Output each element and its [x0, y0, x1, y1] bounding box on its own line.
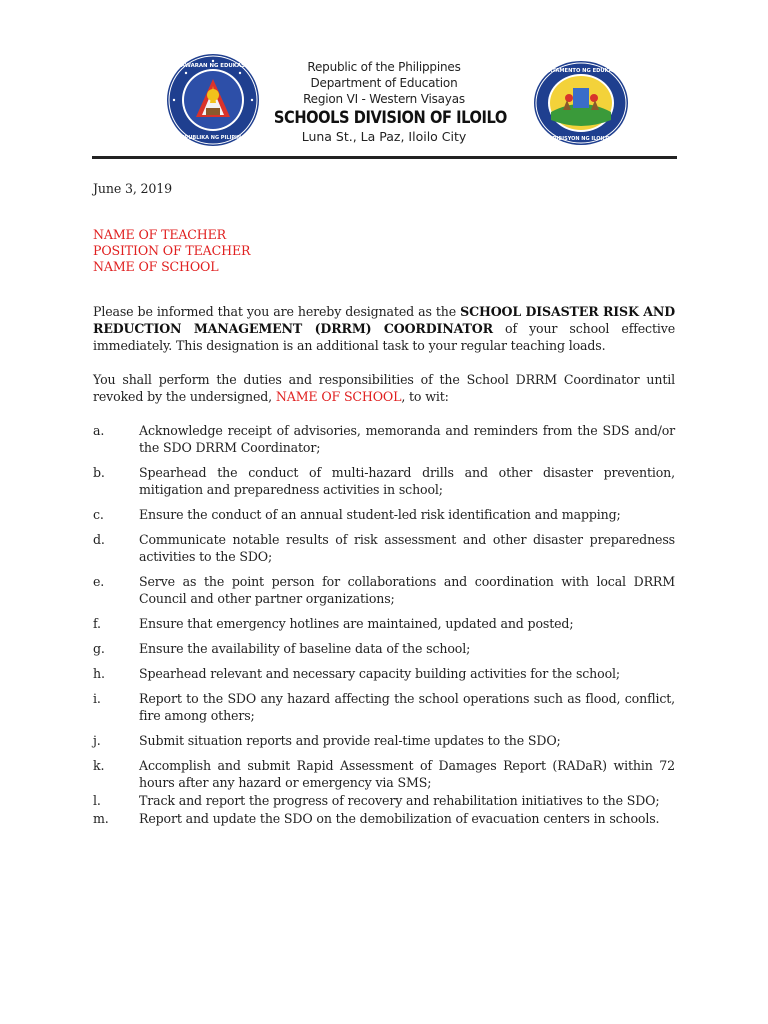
duty-text: Track and report the progress of recovery and rehabilitation initiatives to the SDO;	[139, 793, 660, 808]
designation-title: SCHOOL DISASTER RISK AND REDUCTION MANAGEMENT (DRRM) COORDINATOR	[93, 304, 675, 336]
addressee-school: NAME OF SCHOOL	[93, 259, 219, 274]
duty-text: Spearhead relevant and necessary capacity building activities for the school;	[139, 666, 620, 681]
duty-marker: d.	[93, 532, 105, 547]
duty-item	[93, 464, 675, 498]
duty-item	[93, 690, 675, 724]
duty-text: Submit situation reports and provide real-time updates to the SDO;	[139, 733, 561, 748]
duties-list	[93, 422, 675, 827]
duty-marker: b.	[93, 465, 105, 480]
duty-marker: e.	[93, 574, 105, 589]
left-seal-bottom-text: REPUBLIKA NG PILIPINAS	[177, 135, 249, 141]
duty-item	[93, 810, 675, 827]
duty-item	[93, 640, 675, 657]
duty-item	[93, 792, 675, 809]
duty-text: Ensure that emergency hotlines are maintained, updated and posted;	[139, 616, 574, 631]
duty-marker: k.	[93, 758, 105, 773]
duty-marker: a.	[93, 423, 105, 438]
duty-marker: j.	[93, 733, 101, 748]
duty-item	[93, 506, 675, 523]
duty-text: Acknowledge receipt of advisories, memoranda and reminders from the SDS and/or the SDO DRRM Coordinator;	[139, 423, 675, 455]
designation-text-end: of your school effective immediately. This designation is an additional task to your regular teaching loads.	[93, 321, 676, 353]
addressee-position: POSITION OF TEACHER	[93, 243, 251, 258]
duty-text: Ensure the conduct of an annual student-led risk identification and mapping;	[139, 507, 621, 522]
duty-text: Serve as the point person for collaborations and coordination with local DRRM Council and other partner organizations;	[139, 574, 675, 606]
duty-text: Ensure the availability of baseline data of the school;	[139, 641, 471, 656]
duties-intro-end: , to wit:	[401, 389, 449, 404]
header-divider	[92, 156, 677, 159]
right-seal-bottom-text: DIBISYON NG ILOILO	[552, 136, 610, 142]
duties-intro-start: You shall perform the duties and responsibilities of the School DRRM Coordinator until revoked by the undersigned,	[93, 372, 675, 404]
addressee-block	[93, 227, 675, 275]
duty-text: Report and update the SDO on the demobilization of evacuation centers in schools.	[139, 811, 660, 826]
letter-body	[93, 180, 675, 827]
duties-intro-paragraph	[93, 371, 675, 405]
letterhead-text	[256, 59, 512, 145]
designation-paragraph	[93, 303, 675, 354]
duty-marker: g.	[93, 641, 105, 656]
region-line: Region VI - Western Visayas	[303, 92, 465, 106]
duty-marker: h.	[93, 666, 105, 681]
left-seal-top-text: KAGAWARAN NG EDUKASYON	[168, 63, 258, 69]
letterhead	[0, 0, 768, 160]
duty-item	[93, 665, 675, 682]
duty-marker: l.	[93, 793, 101, 808]
duty-item	[93, 422, 675, 456]
duty-item	[93, 732, 675, 749]
designation-text-start: Please be informed that you are hereby designated as the	[93, 304, 461, 319]
duty-marker: m.	[93, 811, 109, 826]
duty-item	[93, 615, 675, 632]
duties-intro-school: NAME OF SCHOOL	[275, 389, 402, 404]
division-name: SCHOOLS DIVISION OF ILOILO	[273, 108, 507, 128]
duty-marker: i.	[93, 691, 101, 706]
division-seal-icon	[533, 60, 629, 146]
duty-text: Report to the SDO any hazard affecting the school operations such as flood, conflict, fire among others;	[139, 691, 675, 723]
duty-text: Spearhead the conduct of multi-hazard drills and other disaster prevention, mitigation and preparedness activities in school;	[139, 465, 675, 497]
republic-line: Republic of the Philippines	[307, 60, 461, 74]
addressee-name: NAME OF TEACHER	[93, 227, 227, 242]
deped-seal-icon	[166, 53, 260, 147]
duty-item	[93, 531, 675, 565]
division-address: Luna St., La Paz, Iloilo City	[301, 129, 467, 144]
duty-marker: f.	[93, 616, 101, 631]
duty-item	[93, 573, 675, 607]
letter-date: June 3, 2019	[93, 181, 172, 196]
right-seal-top-text: DEPARTAMENTO NG EDUKASYON	[533, 68, 629, 74]
duty-item	[93, 757, 675, 791]
duty-marker: c.	[93, 507, 104, 522]
duty-text: Accomplish and submit Rapid Assessment of Damages Report (RADaR) within 72 hours after any hazard or emergency via SMS;	[139, 758, 675, 790]
department-line: Department of Education	[310, 76, 458, 90]
duty-text: Communicate notable results of risk assessment and other disaster preparedness activities to the SDO;	[139, 532, 675, 564]
